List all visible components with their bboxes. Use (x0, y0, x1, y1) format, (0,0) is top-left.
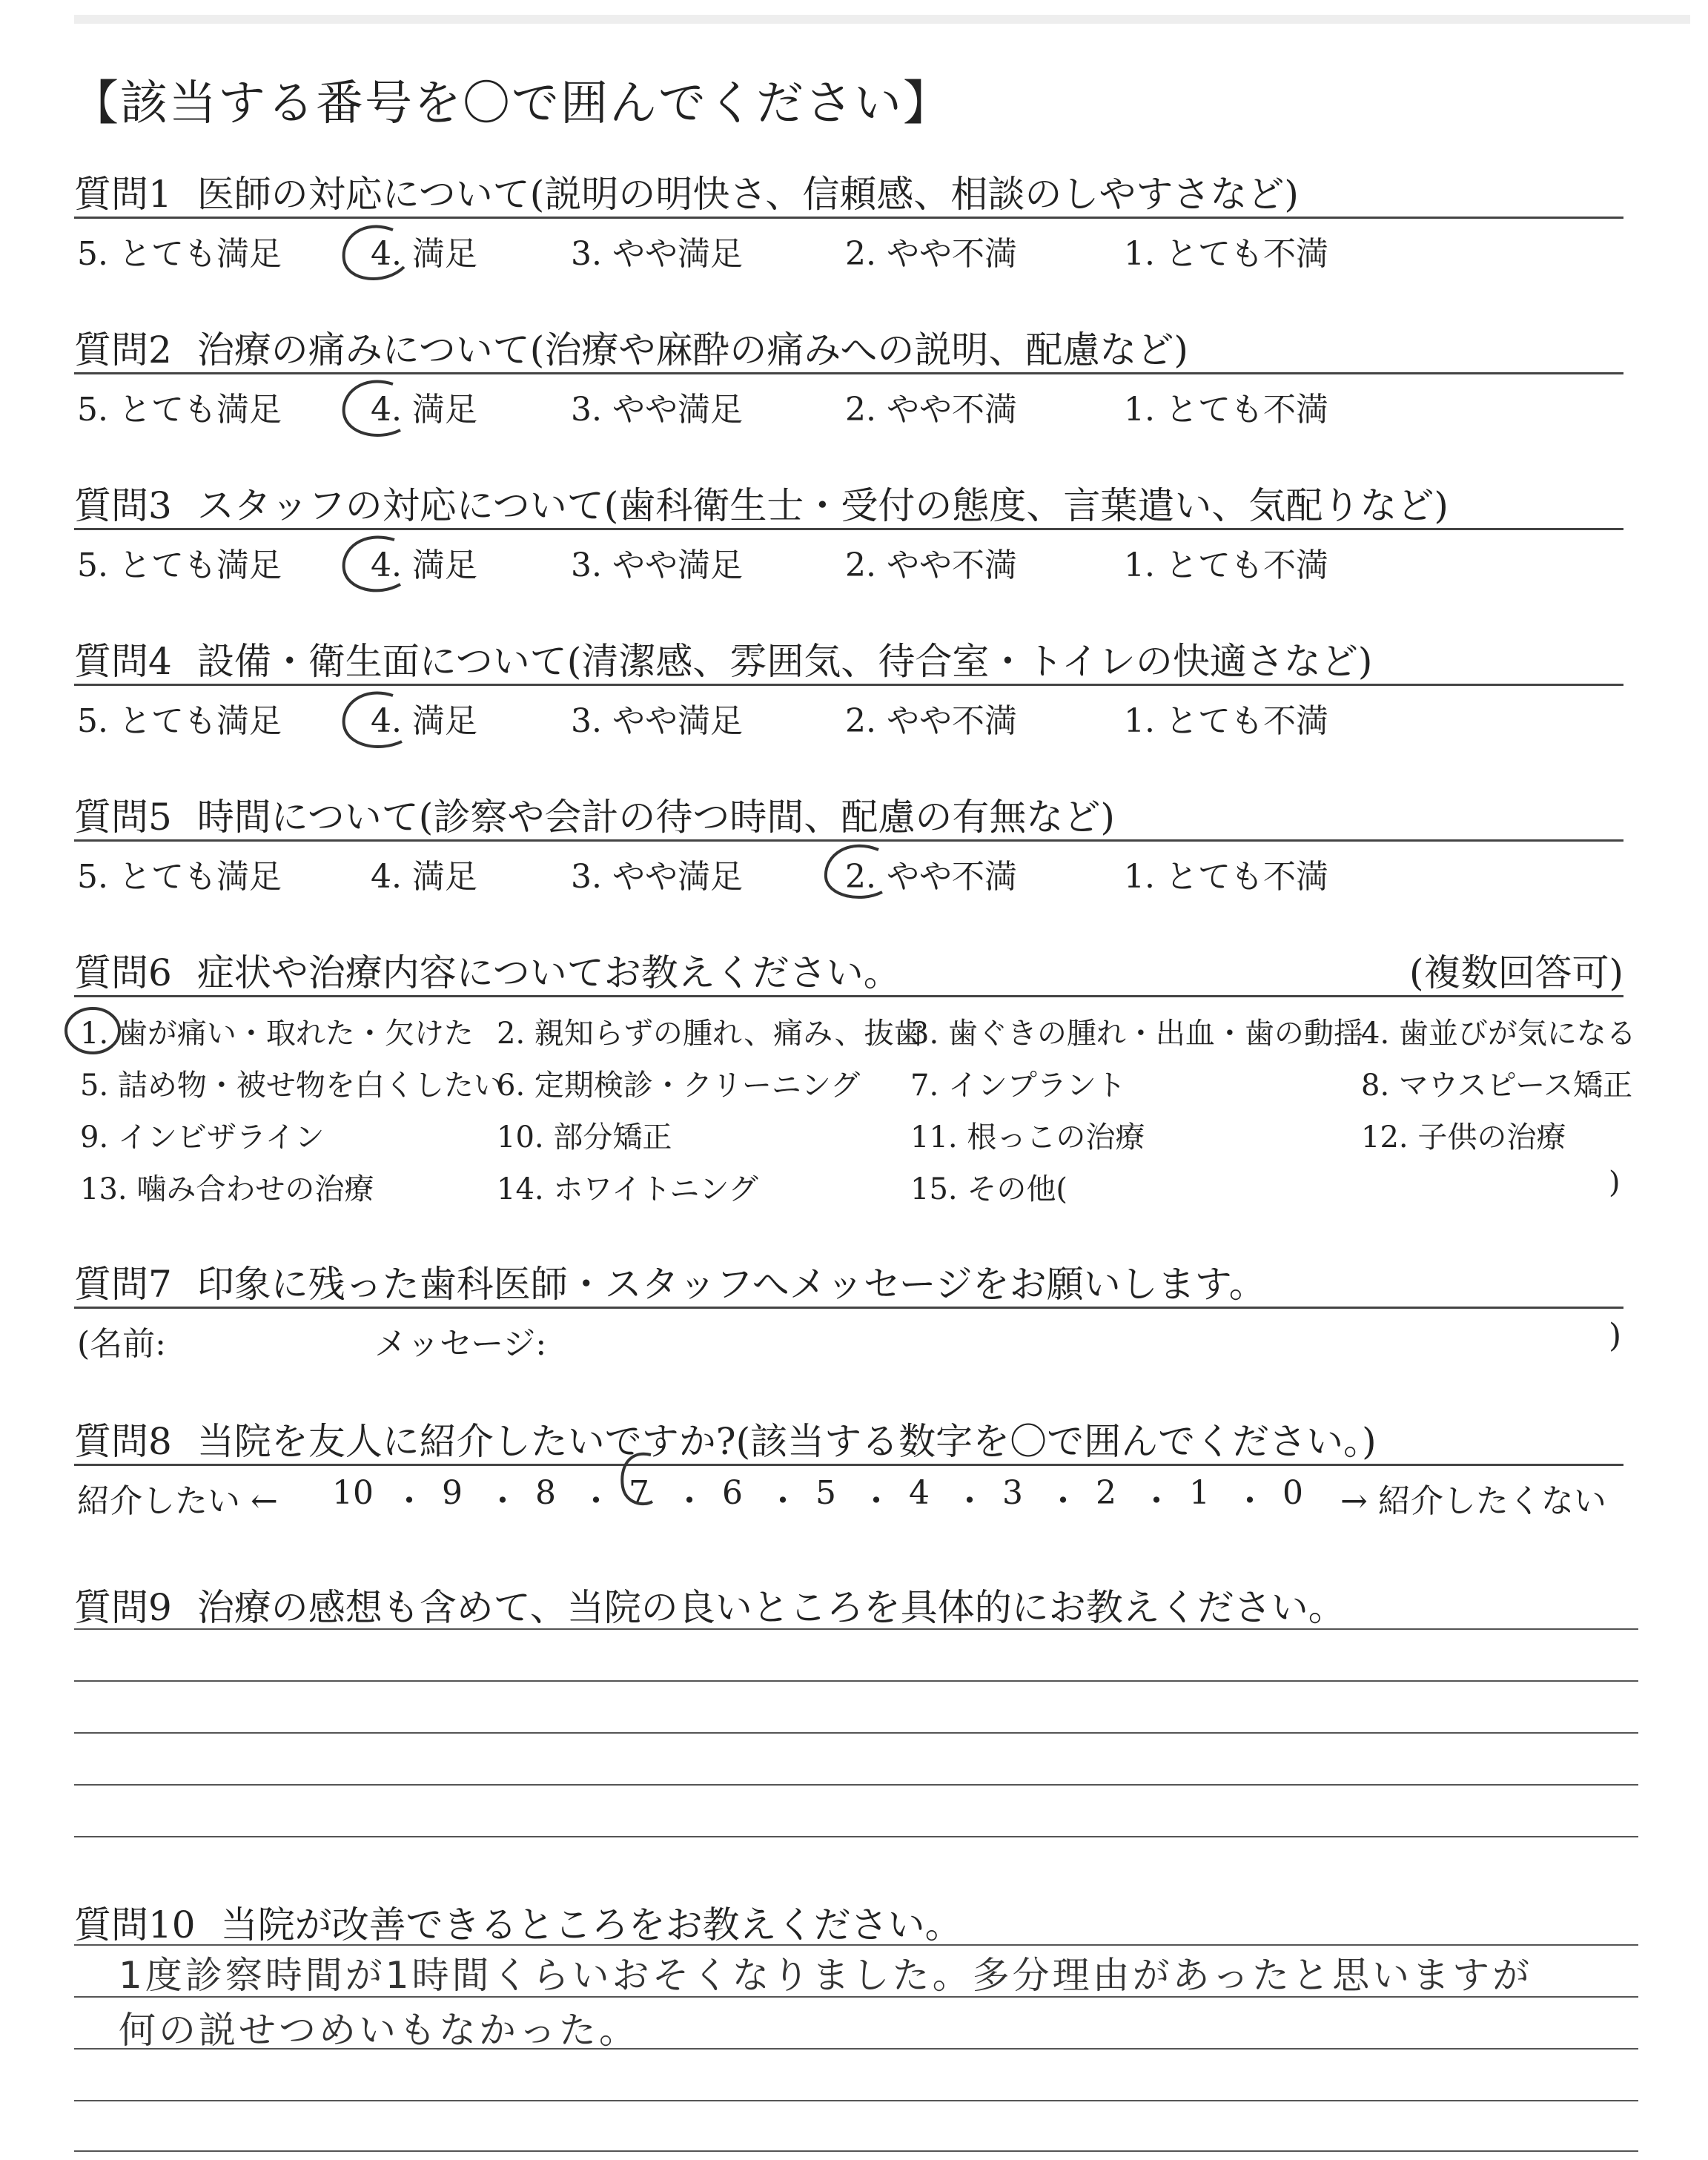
question-1-title (74, 165, 1299, 218)
question-number: 質問4 (74, 640, 172, 683)
scale-dot: ・ (1234, 1482, 1266, 1520)
scale-value-1[interactable]: 1 (1189, 1474, 1210, 1512)
handwritten-answer-line-1: 1度診察時間が1時間くらいおそくなりました。多分理由があったと思いますが (119, 1954, 1533, 1997)
question-7-title (74, 1255, 1266, 1308)
scale-dot: ・ (486, 1482, 519, 1520)
scale-value-0[interactable]: 0 (1282, 1474, 1303, 1512)
question-7-rule (74, 1307, 1623, 1309)
q6-option-11[interactable]: 11. 根っこの治療 (910, 1120, 1145, 1155)
question-6-rule (74, 995, 1623, 997)
message-field-label: メッセージ: (374, 1325, 547, 1363)
question-number: 質問6 (74, 951, 172, 994)
question-3-rule (74, 528, 1623, 530)
q6-option-12[interactable]: 12. 子供の治療 (1361, 1120, 1566, 1155)
answer-line (74, 2100, 1638, 2101)
q2-option-3[interactable]: 3. やや満足 (571, 391, 743, 429)
question-text: スタッフの対応について(歯科衛生士・受付の態度、言葉遣い、気配りなど) (196, 484, 1449, 527)
question-text: 治療の感想も含めて、当院の良いところを具体的にお教えください。 (196, 1586, 1345, 1629)
answer-line (74, 2150, 1638, 2152)
scale-value-5[interactable]: 5 (815, 1474, 836, 1512)
question-4-rule (74, 684, 1623, 686)
q6-option-3[interactable]: 3. 歯ぐきの腫れ・出血・歯の動揺 (910, 1017, 1363, 1051)
message-close-paren: ) (1609, 1317, 1622, 1355)
q4-option-5[interactable]: 5. とても満足 (77, 702, 282, 740)
scale-dot: ・ (1140, 1482, 1173, 1520)
q2-option-1[interactable]: 1. とても不満 (1124, 391, 1328, 429)
q6-option-13[interactable]: 13. 噛み合わせの治療 (80, 1172, 374, 1206)
q5-option-2[interactable]: 2. やや不満 (845, 858, 1017, 896)
scale-dot: ・ (673, 1482, 706, 1520)
scale-dot: ・ (1047, 1482, 1079, 1520)
question-number: 質問7 (74, 1263, 172, 1306)
question-2-title (74, 320, 1188, 374)
scale-value-4[interactable]: 4 (909, 1474, 930, 1512)
answer-line (74, 1784, 1638, 1786)
answer-line (74, 1680, 1638, 1682)
question-6-title (74, 943, 1623, 997)
scale-dot: ・ (393, 1482, 426, 1520)
q2-option-2[interactable]: 2. やや不満 (845, 391, 1017, 429)
question-text: 当院を友人に紹介したいですか?(該当する数字を〇で囲んでください。) (196, 1420, 1377, 1463)
q1-option-2[interactable]: 2. やや不満 (845, 235, 1017, 273)
question-number: 質問10 (74, 1903, 196, 1946)
q5-option-3[interactable]: 3. やや満足 (571, 858, 743, 896)
question-3-title (74, 476, 1449, 529)
q1-option-5[interactable]: 5. とても満足 (77, 235, 282, 273)
multiple-answer-note: (複数回答可) (1409, 951, 1623, 994)
q6-option-4[interactable]: 4. 歯並びが気になる (1361, 1017, 1636, 1051)
question-text: 設備・衛生面について(清潔感、雰囲気、待合室・トイレの快適さなど) (196, 640, 1373, 683)
q6-option-9[interactable]: 9. インビザライン (80, 1120, 325, 1155)
scan-edge (74, 15, 1690, 24)
question-number: 質問5 (74, 796, 172, 839)
scale-value-6[interactable]: 6 (722, 1474, 743, 1512)
name-field-label: (名前: (77, 1325, 166, 1363)
q6-option-1[interactable]: 1. 歯が痛い・取れた・欠けた (80, 1017, 474, 1051)
q2-option-5[interactable]: 5. とても満足 (77, 391, 282, 429)
question-5-rule (74, 839, 1623, 842)
scale-value-8[interactable]: 8 (535, 1474, 556, 1512)
answer-line (74, 1628, 1638, 1630)
q6-option-14[interactable]: 14. ホワイトニング (497, 1172, 758, 1206)
q6-option-5[interactable]: 5. 詰め物・被せ物を白くしたい (80, 1069, 503, 1103)
question-number: 質問9 (74, 1586, 172, 1629)
question-8-rule (74, 1464, 1623, 1466)
answer-line (74, 1836, 1638, 1837)
scale-value-2[interactable]: 2 (1096, 1474, 1116, 1512)
q6-option-10[interactable]: 10. 部分矯正 (497, 1120, 672, 1155)
question-text: 治療の痛みについて(治療や麻酔の痛みへの説明、配慮など) (196, 328, 1188, 371)
scale-dot: ・ (953, 1482, 986, 1520)
q4-option-1[interactable]: 1. とても不満 (1124, 702, 1328, 740)
q4-option-2[interactable]: 2. やや不満 (845, 702, 1017, 740)
handwritten-answer-line-2: 何の説せつめいもなかった。 (119, 2009, 639, 2052)
q6-option-2[interactable]: 2. 親知らずの腫れ、痛み、抜歯 (497, 1017, 924, 1051)
q3-option-2[interactable]: 2. やや不満 (845, 546, 1017, 584)
page-heading: 【該当する番号を〇で囲んでください】 (71, 76, 952, 131)
referral-right-label: → 紹介したくない (1340, 1482, 1606, 1520)
q5-option-4[interactable]: 4. 満足 (371, 858, 477, 896)
q6-option-8[interactable]: 8. マウスピース矯正 (1361, 1069, 1633, 1103)
q2-option-4[interactable]: 4. 満足 (371, 391, 477, 429)
question-number: 質問2 (74, 328, 172, 371)
q4-option-3[interactable]: 3. やや満足 (571, 702, 743, 740)
question-5-title (74, 787, 1115, 841)
q1-option-1[interactable]: 1. とても不満 (1124, 235, 1328, 273)
q1-option-4[interactable]: 4. 満足 (371, 235, 477, 273)
question-number: 質問8 (74, 1420, 172, 1463)
scale-dot: ・ (767, 1482, 799, 1520)
question-10-title (74, 1895, 962, 1949)
q6-other-close-paren: ) (1609, 1166, 1621, 1200)
question-number: 質問3 (74, 484, 172, 527)
referral-left-label: 紹介したい ← (77, 1482, 278, 1520)
q3-option-5[interactable]: 5. とても満足 (77, 546, 282, 584)
question-8-title (74, 1412, 1377, 1465)
answer-line (74, 1732, 1638, 1734)
question-1-rule (74, 217, 1623, 219)
scale-dot: ・ (860, 1482, 893, 1520)
question-text: 印象に残った歯科医師・スタッフへメッセージをお願いします。 (196, 1263, 1266, 1306)
q6-option-6[interactable]: 6. 定期検診・クリーニング (497, 1069, 861, 1103)
q5-option-5[interactable]: 5. とても満足 (77, 858, 282, 896)
question-4-title (74, 632, 1372, 685)
question-9-title (74, 1578, 1345, 1631)
q3-option-3[interactable]: 3. やや満足 (571, 546, 743, 584)
question-text: 時間について(診察や会計の待つ時間、配慮の有無など) (196, 796, 1115, 839)
question-text: 当院が改善できるところをお教えください。 (220, 1903, 962, 1946)
q3-option-4[interactable]: 4. 満足 (371, 546, 477, 584)
question-text: 症状や治療内容についてお教えください。 (196, 951, 901, 994)
scale-value-3[interactable]: 3 (1002, 1474, 1023, 1512)
question-number: 質問1 (74, 173, 172, 216)
question-text: 医師の対応について(説明の明快さ、信頼感、相談のしやすさなど) (196, 173, 1299, 216)
scale-value-9[interactable]: 9 (442, 1474, 463, 1512)
q6-option-15[interactable]: 15. その他( (910, 1172, 1068, 1206)
scale-value-10[interactable]: 10 (332, 1474, 374, 1512)
q3-option-1[interactable]: 1. とても不満 (1124, 546, 1328, 584)
scale-dot: ・ (580, 1482, 612, 1520)
q5-option-1[interactable]: 1. とても不満 (1124, 858, 1328, 896)
q6-option-7[interactable]: 7. インプラント (910, 1069, 1126, 1103)
question-2-rule (74, 372, 1623, 374)
q4-option-4[interactable]: 4. 満足 (371, 702, 477, 740)
q1-option-3[interactable]: 3. やや満足 (571, 235, 743, 273)
scale-value-7[interactable]: 7 (629, 1474, 649, 1512)
